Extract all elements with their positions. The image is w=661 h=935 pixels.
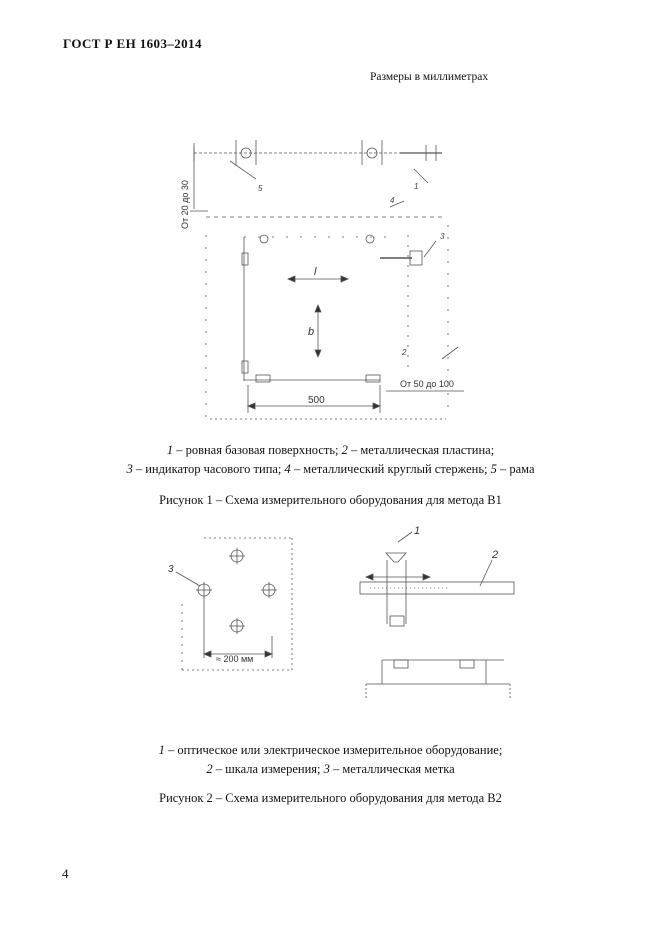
dim-vertical-label: От 20 до 30 xyxy=(180,180,190,229)
figure-2-drawing xyxy=(160,520,530,710)
legend-text: – ровная базовая поверхность; xyxy=(173,443,342,457)
callout-5: 5 xyxy=(258,184,263,193)
legend-num: 2 xyxy=(206,762,213,776)
legend-num: 3 xyxy=(126,462,133,476)
callout-4: 4 xyxy=(390,196,395,205)
document-code: ГОСТ Р ЕН 1603–2014 xyxy=(63,36,202,51)
callout-1: 1 xyxy=(414,525,421,537)
legend-text: – рама xyxy=(496,462,535,476)
figure-2-legend xyxy=(0,741,661,779)
legend-num: 2 xyxy=(341,443,348,457)
callout-2: 2 xyxy=(402,348,407,357)
dim-spacing-label: ≈ 200 мм xyxy=(216,654,254,664)
dim-right-label: От 50 до 100 xyxy=(400,379,454,389)
figure-1-legend xyxy=(0,441,661,479)
dim-width-label: 500 xyxy=(308,395,325,406)
legend-num: 1 xyxy=(158,743,165,757)
legend-text: – индикатор часового типа; xyxy=(132,462,285,476)
figure-2-title: Рисунок 2 – Схема измерительного оборудования для метода В2 xyxy=(159,791,502,805)
legend-text: – оптическое или электрическое измерительное оборудование; xyxy=(164,743,503,757)
figure-1-drawing xyxy=(180,125,470,425)
legend-num: 4 xyxy=(284,462,291,476)
callout-2: 2 xyxy=(492,549,499,561)
callout-3: 3 xyxy=(440,232,445,241)
legend-text: – металлическая метка xyxy=(329,762,455,776)
units-note: Размеры в миллиметрах xyxy=(370,71,489,83)
legend-text: – металлический круглый стержень; xyxy=(290,462,491,476)
legend-num: 1 xyxy=(166,443,174,457)
label-l: l xyxy=(314,266,317,278)
callout-1: 1 xyxy=(414,182,419,191)
legend-text: – металлическая пластина; xyxy=(347,443,495,457)
legend-text: – шкала измерения; xyxy=(212,762,324,776)
label-b: b xyxy=(308,326,315,338)
figure-1-title: Рисунок 1 – Схема измерительного оборудования для метода В1 xyxy=(159,493,502,507)
legend-num: 3 xyxy=(323,762,330,776)
page-number: 4 xyxy=(62,866,69,881)
callout-3: 3 xyxy=(168,564,174,575)
legend-num: 5 xyxy=(490,462,497,476)
